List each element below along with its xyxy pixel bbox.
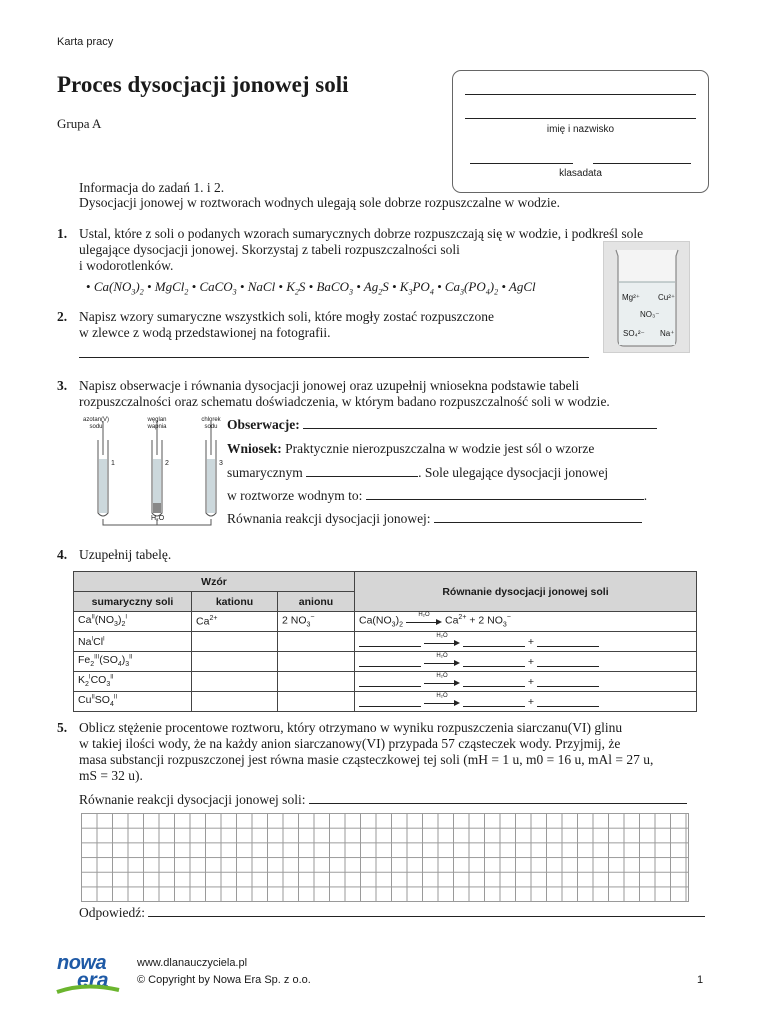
ion-mg: Mg²⁺	[622, 293, 640, 302]
q1-line3: i wodorotlenków.	[79, 258, 174, 273]
q3-conclusion-2: sumarycznym . Sole ulegające dysocjacji jonowej	[227, 465, 609, 480]
ion-na: Na⁺	[660, 329, 675, 338]
beaker-icon	[604, 242, 689, 352]
experiment-diagram	[78, 415, 223, 530]
observations-line[interactable]	[303, 416, 657, 429]
reaction-arrow-icon: H₂O	[424, 677, 460, 687]
name-label: imię i nazwisko	[546, 124, 615, 135]
answer-line[interactable]	[148, 904, 705, 917]
th-anion: anionu	[278, 592, 355, 612]
q4-number: 4.	[57, 547, 68, 562]
name-line-1[interactable]	[465, 94, 696, 95]
cation-cell[interactable]	[192, 652, 278, 672]
anion-cell[interactable]	[278, 692, 355, 712]
tube2-label: węglan wapnia	[147, 417, 167, 430]
th-cation: kationu	[192, 592, 278, 612]
anion-cell[interactable]	[278, 632, 355, 652]
q2-number: 2.	[57, 309, 68, 324]
nowa-era-logo: nowa era	[55, 952, 135, 996]
q5-line2: w takiej ilości wody, że na każdy anion siarczanowy(VI) przypada 57 cząsteczek wody. Przyjmij, że	[79, 736, 621, 751]
table-row	[74, 612, 697, 632]
cation-cell[interactable]	[192, 672, 278, 692]
tube1-label: azotan(V) sodu	[82, 417, 109, 430]
equation-cell[interactable]: H₂O +	[355, 672, 697, 692]
ion-no3: NO₃⁻	[640, 310, 660, 319]
tube3-label: chlorek sodu	[201, 417, 221, 430]
q3-equations: Równania reakcji dysocjacji jonowej:	[227, 510, 642, 527]
name-line-2[interactable]	[465, 118, 696, 119]
info-text: Dysocjacji jonowej w roztworach wodnych ulegają sole dobrze rozpuszczalne w wodzie.	[79, 195, 560, 210]
page-number: 1	[697, 974, 704, 986]
anion-cell[interactable]	[278, 652, 355, 672]
q3-conclusion: Wniosek: Praktycznie nierozpuszczalna w wodzie jest sól o wzorze	[227, 441, 595, 456]
info-title: Informacja do zadań 1. i 2.	[79, 180, 225, 195]
tube1-number: 1	[111, 460, 115, 467]
q1-salt-list[interactable]: • $Ca(NO_3)_2$ • MgCl$_2$ • CaCO$_3$ • NaCl • $K_2S$ • BaCO$_3$ • $Ag_2S$ • $K_3PO_4$ • $Ca_3(PO_4)_2$ • AgCl	[86, 279, 536, 297]
q3-number: 3.	[57, 378, 68, 393]
cation-cell: $Ca^{2+}$	[192, 612, 278, 632]
reaction-arrow-icon: H₂O	[406, 616, 442, 626]
q3-line1: Napisz obserwacje i równania dysocjacji jonowej oraz uzupełnij wniosekna podstawie tabeli	[79, 378, 580, 393]
salt-cell: $Cu^{II}SO_4^{II}$	[74, 692, 192, 712]
q1-line1: Ustal, które z soli o podanych wzorach sumarycznych dobrze rozpuszczają się w wodzie, i podkreśl sole	[79, 226, 644, 241]
formula-line[interactable]	[306, 464, 418, 477]
reaction-arrow-icon: H₂O	[424, 637, 460, 647]
beaker-photo	[603, 241, 690, 353]
reaction-arrow-icon: H₂O	[424, 697, 460, 707]
ion-cu: Cu²⁺	[658, 293, 676, 302]
equations-line[interactable]	[434, 510, 642, 523]
anion-cell[interactable]	[278, 672, 355, 692]
equation-cell: $Ca(NO_3)_2$ H₂O $Ca^{2+} + 2$ $NO_3^-$	[355, 612, 697, 632]
q2-answer-line[interactable]	[79, 357, 589, 358]
table-row	[74, 672, 697, 692]
ion-so4: SO₄²⁻	[623, 329, 645, 338]
anion-cell: 2 $NO_3^-$	[278, 612, 355, 632]
table-row	[74, 652, 697, 672]
cation-cell[interactable]	[192, 692, 278, 712]
q5-number: 5.	[57, 720, 68, 735]
calculation-grid[interactable]	[81, 813, 689, 902]
salt-cell: $Ca^{II}(NO_3)_2^I$	[74, 612, 192, 632]
logo-swoosh-icon	[55, 952, 135, 996]
table-row	[74, 632, 697, 652]
q5-line3: masa substancji rozpuszczonej jest równa masie cząsteczkowej tej soli (mH = 1 u, m0 = 16 u, mAl = 27 u,	[79, 752, 654, 767]
footer-copyright: © Copyright by Nowa Era Sp. z o.o.	[137, 974, 311, 986]
dissociation-table	[73, 571, 697, 712]
equation-cell[interactable]: H₂O +	[355, 692, 697, 712]
q3-conclusion-3: w roztworze wodnym to: .	[227, 488, 648, 503]
q1-number: 1.	[57, 226, 68, 241]
tube3-number: 3	[219, 460, 223, 467]
water-label: H₂O	[151, 515, 165, 522]
header-label: Karta pracy	[57, 36, 114, 48]
q5-line1: Oblicz stężenie procentowe roztworu, który otrzymano w wyniku rozpuszczenia siarczanu(VI) glinu	[79, 720, 623, 735]
class-date-label: klasadata	[559, 168, 602, 179]
q4-text: Uzupełnij tabelę.	[79, 547, 172, 562]
page-title: Proces dysocjacji jonowej soli	[57, 72, 349, 97]
date-line[interactable]	[593, 163, 691, 164]
footer-url[interactable]: www.dlanauczyciela.pl	[137, 957, 248, 969]
group-label: Grupa A	[57, 116, 102, 131]
class-line[interactable]	[470, 163, 573, 164]
equation-cell[interactable]: H₂O +	[355, 652, 697, 672]
salt-cell: $Fe_2^{III}(SO_4)_3^{II}$	[74, 652, 192, 672]
cation-cell[interactable]	[192, 632, 278, 652]
test-tubes-icon	[78, 415, 223, 530]
th-salt: sumaryczny soli	[74, 592, 192, 612]
th-formula: Wzór	[74, 572, 355, 592]
q5-equation: Równanie reakcji dysocjacji jonowej soli:	[79, 791, 687, 808]
salt-cell: $K_2^ICO_3^{II}$	[74, 672, 192, 692]
tube2-number: 2	[165, 460, 169, 467]
reaction-arrow-icon: H₂O	[424, 657, 460, 667]
salts-line[interactable]	[366, 487, 644, 500]
equation-cell[interactable]: H₂O +	[355, 632, 697, 652]
student-box	[452, 70, 709, 193]
salt-cell: $Na^ICl^I$	[74, 632, 192, 652]
q5-answer: Odpowiedź:	[79, 904, 705, 921]
q5-line4: mS = 32 u).	[79, 768, 143, 783]
q3-observations: Obserwacje:	[227, 416, 657, 433]
q2-line1: Napisz wzory sumaryczne wszystkich soli, które mogły zostać rozpuszczone	[79, 309, 494, 324]
q2-line2: w zlewce z wodą przedstawionej na fotografii.	[79, 325, 331, 340]
q1-line2: ulegające dysocjacji jonowej. Skorzystaj z tabeli rozpuszczalności soli	[79, 242, 460, 257]
q5-equation-line[interactable]	[309, 791, 687, 804]
th-equation: Równanie dysocjacji jonowej soli	[355, 572, 697, 612]
q3-line2: rozpuszczalności oraz schematu doświadczenia, w którym badano rozpuszczalność soli w wodzie.	[79, 394, 610, 409]
table-row	[74, 692, 697, 712]
